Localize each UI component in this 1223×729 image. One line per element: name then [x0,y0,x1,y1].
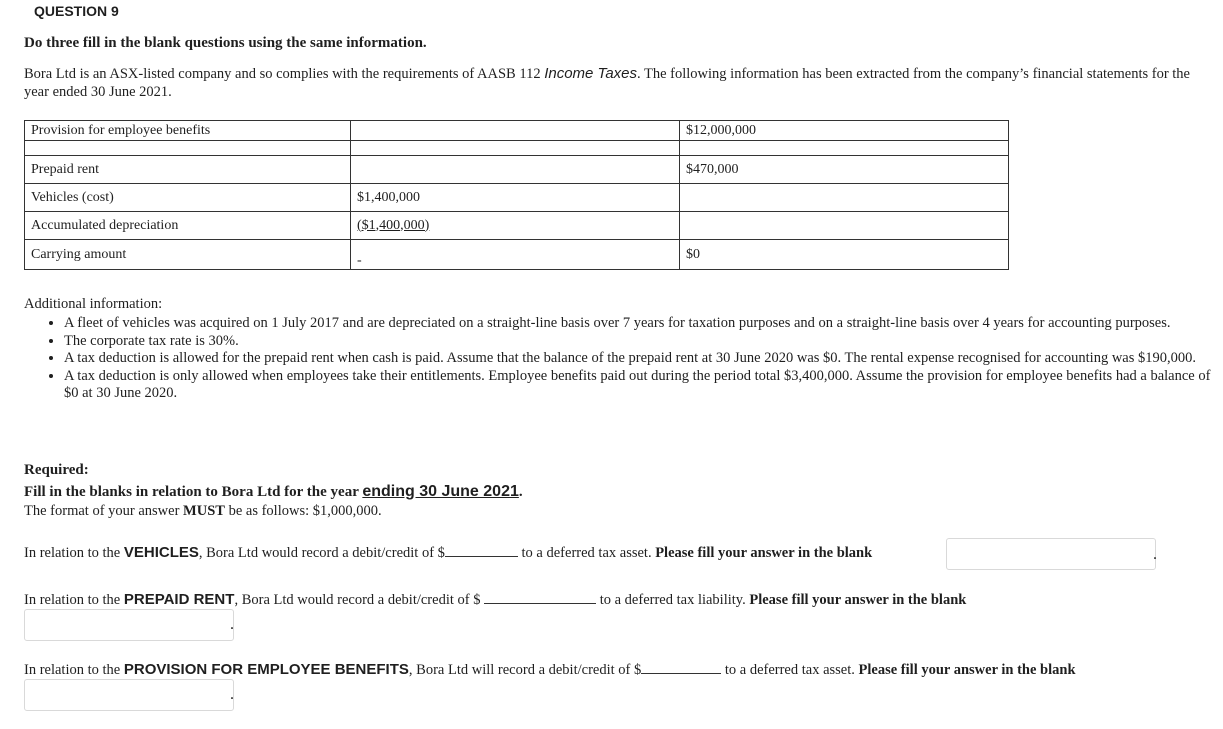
question-prefix: In relation to the [24,545,124,561]
table-cell-col2 [351,121,680,141]
intro-part1: Bora Ltd is an ASX-listed company and so complies with the requirements of AASB 112 [24,66,545,82]
prepaid-rent-answer-input[interactable] [24,609,234,641]
table-row [25,212,1009,240]
table-cell-label: Accumulated depreciation [25,212,351,240]
employee-benefits-answer-input[interactable] [24,679,234,711]
question-end: . [230,616,234,633]
table-row [25,240,1009,270]
format-suffix: be as follows: $1,000,000. [224,503,382,519]
question-prepaid-rent [24,590,966,609]
list-item: • A fleet of vehicles was acquired on 1 July 2017 and are depreciated on a straight-line basis over 7 years for taxation purposes and on a straight-line basis over 4 years for accounting purposes. [64,315,1223,333]
table-row [25,184,1009,212]
question-prompt: Please fill your answer in the blank [858,662,1076,678]
question-prefix: In relation to the [24,662,124,678]
standard-name: Income Taxes [544,65,638,82]
table-cell-col2: - [351,240,680,270]
question-prompt: Please fill your answer in the blank [655,545,873,561]
additional-info-list [24,315,1223,403]
table-cell-col3 [680,141,1009,156]
table-cell-col3: $0 [680,240,1009,270]
intro-part2: . The following information has been extracted from the company’s financial statements for the year ended 30 June 2021. [24,66,1190,100]
question-header: QUESTION 9 [34,3,119,19]
format-prefix: The format of your answer [24,503,184,519]
question-prompt: Please fill your answer in the blank [749,592,967,608]
question-middle: , Bora Ltd would record a debit/credit of $ [198,545,445,561]
table-cell-label: Carrying amount [25,240,351,270]
instruction-text: Do three fill in the blank questions using the same information. [24,35,427,51]
table-cell-col3 [680,212,1009,240]
table-cell-col2 [351,156,680,184]
question-subject: PROVISION FOR EMPLOYEE BENEFITS [123,661,409,678]
required-line-suffix: . [518,484,523,500]
question-suffix: to a deferred tax asset. [517,545,656,561]
question-vehicles [24,543,872,562]
question-prefix: In relation to the [24,592,124,608]
table-cell-col2: $1,400,000 [351,184,680,212]
question-middle: , Bora Ltd would record a debit/credit of $ [234,592,485,608]
table-cell-col3: $12,000,000 [680,121,1009,141]
intro-paragraph [24,65,1209,101]
format-must: MUST [183,503,225,519]
answer-blank-line [641,660,721,674]
question-suffix: to a deferred tax liability. [596,592,750,608]
list-item: • A tax deduction is allowed for the prepaid rent when cash is paid. Assume that the balance of the prepaid rent at 30 June 2020 was $0. The rental expense recognised for accounting was $190,000. [64,350,1223,368]
table-cell-label [25,141,351,156]
answer-blank-line [445,543,518,557]
table-row [25,141,1009,156]
table-cell-label: Prepaid rent [25,156,351,184]
question-end: . [1153,546,1157,563]
format-instruction [24,503,382,520]
table-cell-label: Provision for employee benefits [25,121,351,141]
required-line-emphasis: ending 30 June 2021 [362,483,519,500]
table-cell-col2: ($1,400,000) [351,212,680,240]
question-end: . [230,686,234,703]
table-cell-col2 [351,141,680,156]
table-cell-label: Vehicles (cost) [25,184,351,212]
question-subject: VEHICLES [123,544,199,561]
vehicles-answer-input[interactable] [946,538,1156,570]
required-line-prefix: Fill in the blanks in relation to Bora Ltd for the year [24,484,363,500]
question-employee-benefits [24,660,1076,679]
required-line [24,483,523,501]
table-row [25,121,1009,141]
question-suffix: to a deferred tax asset. [721,662,859,678]
table-cell-col3 [680,184,1009,212]
answer-blank-line [484,590,596,604]
list-item: • A tax deduction is only allowed when employees take their entitlements. Employee benefits paid out during the period total $3,400,000. Assume the provision for employee benefits had a balance of $0 at 30 June 2020. [64,368,1223,403]
list-item: • The corporate tax rate is 30%. [64,333,1223,351]
table-cell-col3: $470,000 [680,156,1009,184]
additional-info-heading: Additional information: [24,296,163,312]
table-row [25,156,1009,184]
required-heading: Required: [24,462,89,478]
question-subject: PREPAID RENT [123,591,235,608]
financial-info-table [24,120,1009,270]
question-middle: , Bora Ltd will record a debit/credit of $ [408,662,642,678]
